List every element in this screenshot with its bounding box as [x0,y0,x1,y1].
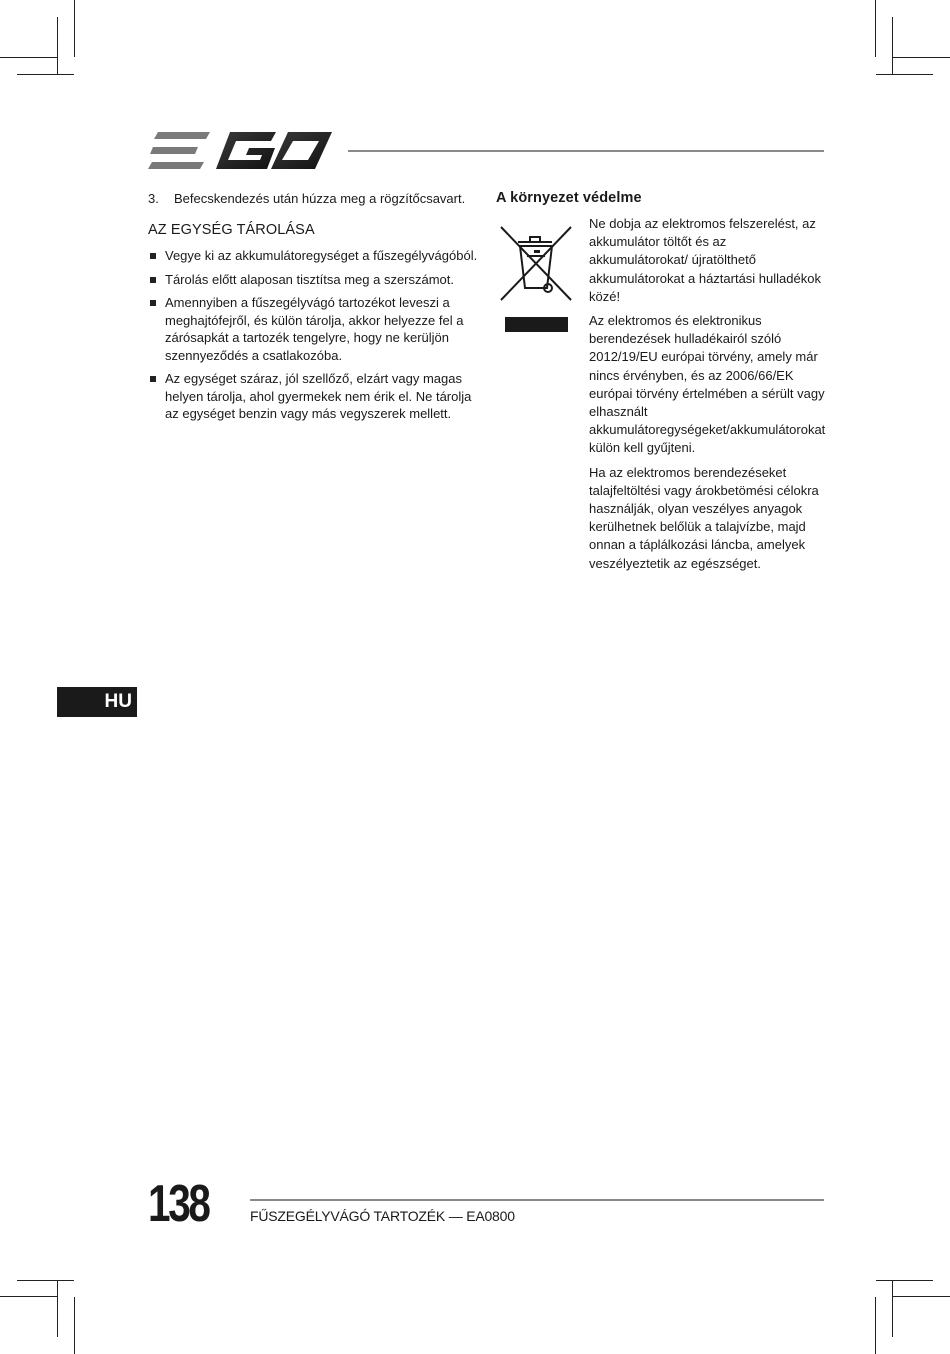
language-tab: HU [57,687,137,717]
square-bullet-icon [150,300,156,306]
header-rule [348,150,824,152]
crop-mark [0,57,57,58]
left-column [148,190,478,429]
crop-mark [17,74,74,75]
list-item [148,271,478,289]
crop-mark [875,0,876,57]
bullet-text: Amennyiben a fűszegélyvágó tartozékot leveszi a meghajtófejről, és külön tárolja, akkor helyezze fel a zárósapkát a tartozék tengelyre, hogy ne kerüljön szennyeződés a csatlakozóba. [165,295,464,363]
crop-mark [893,57,950,58]
crop-mark [74,1297,75,1354]
list-item [148,370,478,423]
square-bullet-icon [150,253,156,259]
environment-section-title: A környezet védelme [496,190,642,206]
footer-rule [250,1199,824,1201]
crop-mark [875,1297,876,1354]
crop-mark [876,74,933,75]
crop-mark [892,1280,893,1337]
step-number: 3. [148,191,159,206]
crop-mark [0,1296,57,1297]
step-3 [148,190,478,208]
crop-mark [57,17,58,74]
page-number: 138 [148,1175,209,1233]
crop-mark [17,1280,74,1281]
list-item [148,294,478,364]
crop-mark [893,1296,950,1297]
crop-mark [57,1280,58,1337]
crossed-out-wheelie-bin-icon [498,222,574,334]
step-text: Befecskendezés után húzza meg a rögzítőcsavart. [174,191,466,206]
ego-logo [148,128,332,174]
bullet-text: Vegye ki az akkumulátoregységet a fűszegélyvágóból. [165,248,478,263]
environment-paragraph: Ne dobja az elektromos felszerelést, az akkumulátor töltőt és az akkumulátorokat/ újratölthető akkumulátorokat a háztartási hulladékok közé! [589,216,821,304]
crop-mark [876,1280,933,1281]
footer-product-title: FŰSZEGÉLYVÁGÓ TARTOZÉK — EA0800 [250,1208,515,1224]
environment-paragraph: Ha az elektromos berendezéseket talajfeltöltési vagy árokbetömési célokra használják, olyan veszélyes anyagok kerülhetnek belőlük a talajvízbe, majd onnan a táplálkozási láncba, amelyek veszélyeztetik az egészséget. [589,464,819,571]
storage-section-title: AZ EGYSÉG TÁROLÁSA [148,221,315,238]
list-item [148,247,478,265]
crop-mark [892,17,893,74]
bullet-text: Tárolás előtt alaposan tisztítsa meg a szerszámot. [165,271,455,287]
crop-mark [74,0,75,57]
square-bullet-icon [150,277,156,283]
environment-paragraph: Az elektromos és elektronikus berendezések hulladékairól szóló 2012/19/EU európai törvény, amely már nincs érvényben, és az 2006/66/EK európai törvény értelmében a sérült vagy elhasznált akkumulátoregységeket/akkumulátorokat külön kell gyűjteni. [589,313,826,456]
bullet-text: Az egységet száraz, jól szellőző, elzárt vagy magas helyen tárolja, ahol gyermekek nem érik el. Ne tárolja az egységet benzin vagy más vegyszerek mellett. [165,371,472,421]
square-bullet-icon [150,376,156,382]
storage-bullet-list [148,247,478,423]
right-column [589,215,825,579]
